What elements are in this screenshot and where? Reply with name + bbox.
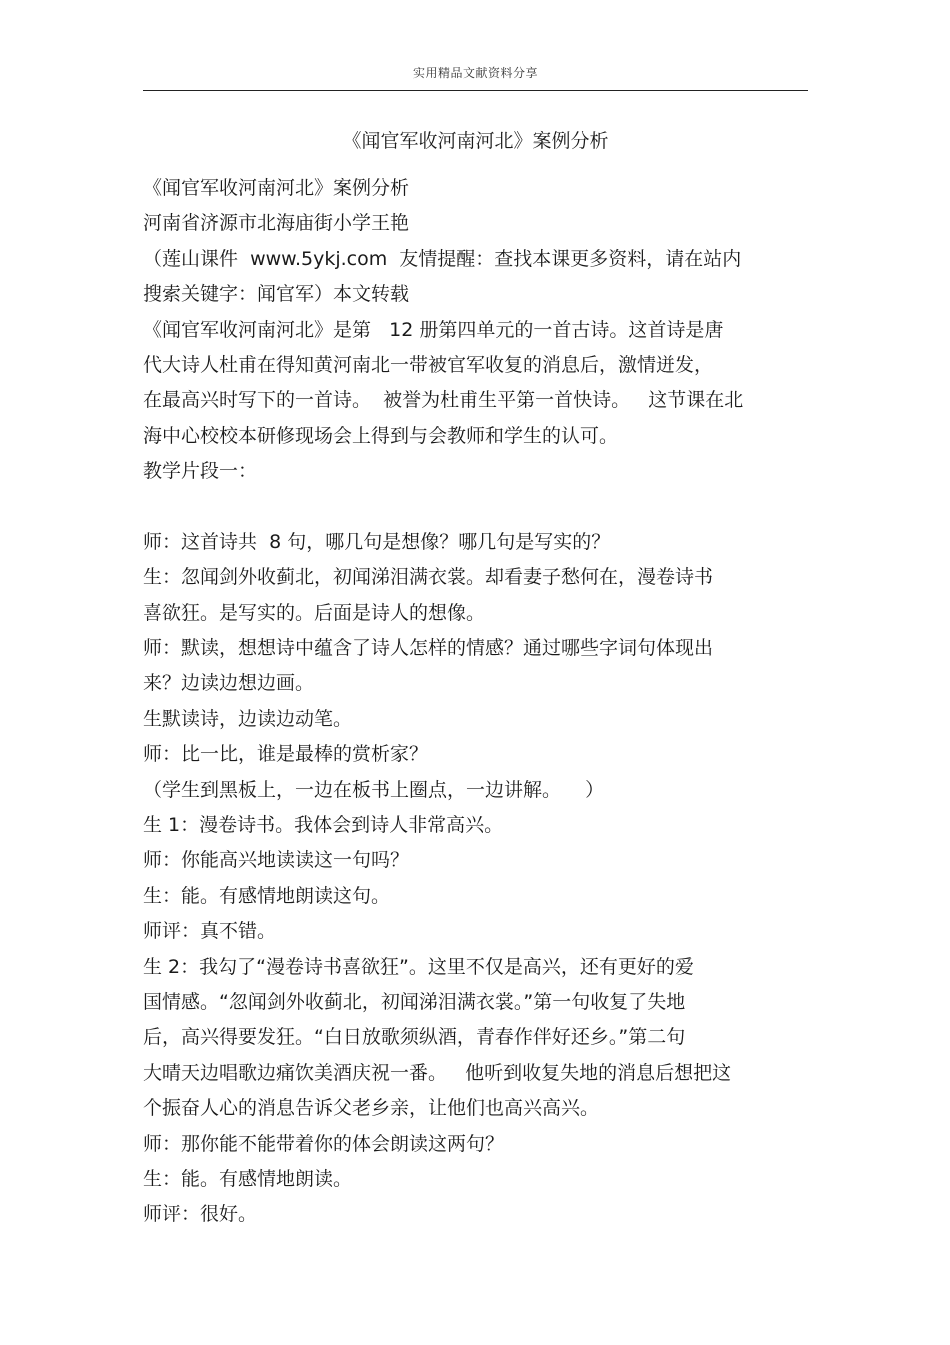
text-line: 个振奋人心的消息告诉父老乡亲，让他们也高兴高兴。 <box>143 1097 600 1120</box>
text-line: （学生到黑板上，一边在板书上圈点，一边讲解。 ） <box>143 778 605 801</box>
header-divider <box>143 90 808 91</box>
text-line: 师：默读，想想诗中蕴含了诗人怎样的情感？通过哪些字词句体现出 <box>143 637 714 660</box>
text-line: 代大诗人杜甫在得知黄河南北一带被官军收复的消息后，激情迸发， <box>143 353 714 376</box>
text-line: 大晴天边唱歌边痛饮美酒庆祝一番。 他听到收复失地的消息后想把这 <box>143 1061 732 1084</box>
text-line: 生：忽闻剑外收蓟北，初闻涕泪满衣裳。却看妻子愁何在，漫卷诗书 <box>143 566 714 589</box>
blank-line <box>143 490 808 525</box>
text-line: 喜欲狂。是写实的。后面是诗人的想像。 <box>143 601 486 624</box>
text-line: 生 1：漫卷诗书。我体会到诗人非常高兴。 <box>143 814 504 837</box>
text-line: 国情感。“忽闻剑外收蓟北，初闻涕泪满衣裳。”第一句收复了失地 <box>143 990 686 1013</box>
text-line: 师评：真不错。 <box>143 920 277 943</box>
text-line: 河南省济源市北海庙街小学王艳 <box>143 212 410 235</box>
document-body <box>143 171 808 1233</box>
text-line: 师：这首诗共 8 句，哪几句是想像？哪几句是写实的？ <box>143 530 611 553</box>
page-header: 实用精品文献资料分享 <box>412 66 538 80</box>
text-line: 在最高兴时写下的一首诗。 被誉为杜甫生平第一首快诗。 这节课在北 <box>143 389 744 412</box>
text-line: 《闻官军收河南河北》是第 12 册第四单元的一首古诗。这首诗是唐 <box>143 318 724 341</box>
text-line: 海中心校校本研修现场会上得到与会教师和学生的认可。 <box>143 424 619 447</box>
text-line: （莲山课件 www.5ykj.com 友情提醒：查找本课更多资料，请在站内 <box>143 247 742 270</box>
document-title: 《闻官军收河南河北》案例分析 <box>342 130 609 152</box>
text-line: 生 2：我勾了“漫卷诗书喜欲狂”。这里不仅是高兴，还有更好的爱 <box>143 955 694 978</box>
text-line: 师：那你能不能带着你的体会朗读这两句？ <box>143 1132 505 1155</box>
text-line: 生：能。有感情地朗读。 <box>143 1167 353 1190</box>
text-line: 师：比一比，谁是最棒的赏析家？ <box>143 743 429 766</box>
text-line: 《闻官军收河南河北》案例分析 <box>143 177 410 199</box>
text-line: 后，高兴得要发狂。“白日放歌须纵酒，青春作伴好还乡。”第二句 <box>143 1026 686 1049</box>
text-line: 师评：很好。 <box>143 1203 258 1226</box>
text-line: 生：能。有感情地朗读这句。 <box>143 884 391 907</box>
text-line: 师：你能高兴地读读这一句吗？ <box>143 849 410 872</box>
text-line: 搜索关键字：闻官军）本文转载 <box>143 283 410 306</box>
text-line: 生默读诗，边读边动笔。 <box>143 707 353 730</box>
text-line: 教学片段一： <box>143 460 258 483</box>
text-line: 来？边读边想边画。 <box>143 672 315 695</box>
